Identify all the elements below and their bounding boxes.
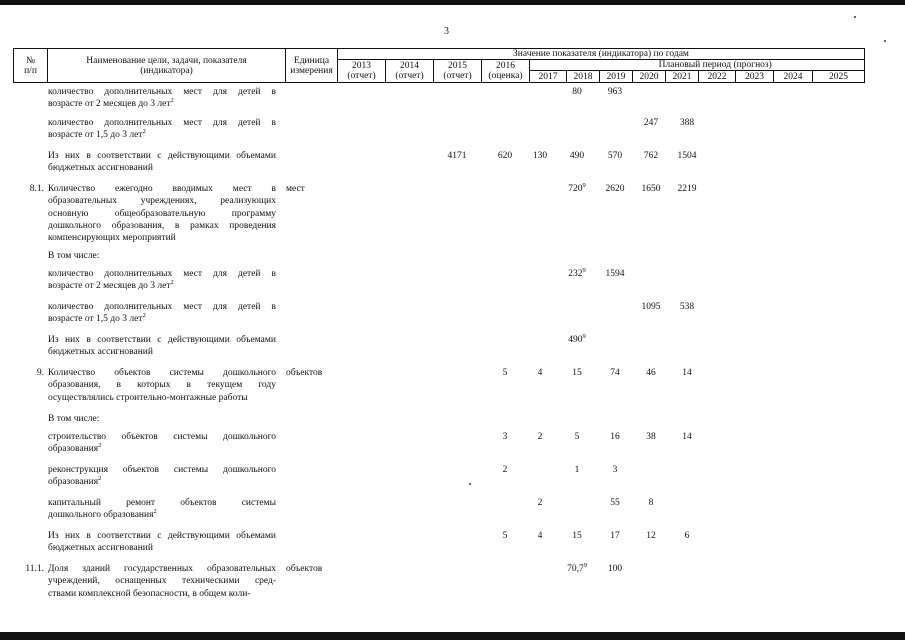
indicator-name [48, 497, 276, 522]
indicator-name-text: Из них в соответствии с действующими объемами [48, 531, 276, 541]
value-text: 1095 [641, 302, 661, 312]
value-text: 2 [537, 498, 543, 508]
value-cell-2021 [671, 117, 703, 129]
indicator-name-line [48, 183, 276, 195]
indicator-name-text: возрасте от 1,5 до 3 лет [48, 130, 143, 141]
indicator-name-line [48, 86, 276, 98]
indicator-name [48, 530, 276, 555]
value-cell-2015 [441, 150, 473, 162]
indicator-name-line [48, 476, 276, 488]
value-cell-2019 [599, 86, 631, 98]
indicator-name-line [48, 413, 276, 425]
indicator-name-text: основную общеобразовательную программу [48, 208, 276, 219]
value-cell-2016 [489, 431, 521, 443]
scan-speck [854, 16, 856, 18]
footnote-mark: 9 [583, 562, 587, 569]
value-text: 16 [610, 432, 620, 442]
value-cell-2018 [561, 530, 593, 542]
indicator-name-line [48, 280, 276, 292]
indicator-name [48, 250, 276, 262]
indicator-name [48, 563, 276, 600]
indicator-name-line [48, 367, 276, 379]
value-cell-2018 [561, 334, 593, 346]
value-cell-2017 [524, 150, 556, 162]
row-number: 11.1. [25, 564, 44, 574]
value-cell-2019 [599, 563, 631, 575]
header-planned-spacer [530, 60, 567, 71]
indicator-name-line [48, 250, 276, 262]
indicator-name-line [48, 301, 276, 313]
indicator-name-text: строительство объектов системы дошкольного [48, 432, 276, 442]
value-text: 14 [682, 368, 692, 378]
value-text: 12 [646, 531, 656, 541]
indicator-name [48, 117, 276, 142]
value-text: 15 [572, 531, 582, 541]
indicator-name [48, 334, 276, 359]
value-text: 46 [646, 368, 656, 378]
indicator-name-line [48, 313, 276, 325]
indicator-name-text: бюджетных ассигнований [48, 347, 153, 358]
indicator-name-line [48, 232, 276, 244]
value-cell-2021 [671, 530, 703, 542]
indicator-name-line [48, 575, 276, 587]
header-year-2021: 2021 [666, 71, 699, 83]
indicator-name-line [48, 195, 276, 207]
indicator-name-line [48, 431, 276, 443]
footnote-mark: 2 [170, 97, 174, 105]
value-text: 1504 [677, 151, 697, 161]
value-cell-2019 [599, 367, 631, 379]
header-year-2018: 2018 [567, 71, 600, 83]
footnote-mark: 9 [582, 267, 586, 274]
header-year-2022: 2022 [699, 71, 736, 83]
page-number: 3 [444, 26, 449, 37]
value-cell-2019 [599, 150, 631, 162]
value-text: 4 [537, 368, 543, 378]
indicator-name-line [48, 530, 276, 542]
indicator-name-text: Доля зданий государственных образовательных [48, 564, 276, 574]
value-text: 620 [497, 151, 513, 161]
value-cell-2018 [561, 150, 593, 162]
value-text: 5 [502, 368, 508, 378]
value-cell-2018 [561, 86, 593, 98]
value-text: 2 [537, 432, 543, 442]
header-year-2016: 2016 (оценка) [482, 60, 530, 83]
value-text: 4171 [447, 151, 467, 161]
indicator-name [48, 150, 276, 175]
indicator-name [48, 413, 276, 425]
value-text: 74 [610, 368, 620, 378]
indicator-name-line [48, 346, 276, 358]
value-cell-2017 [524, 431, 556, 443]
header-planned-period: Плановый период (прогноз) [567, 60, 865, 71]
indicator-name-text: осуществлялись строительно-монтажные работы [48, 392, 248, 403]
indicator-name-line [48, 268, 276, 280]
value-cell-2016 [489, 464, 521, 476]
value-cell-2016 [489, 530, 521, 542]
indicator-name-text: возрасте от 2 месяцев до 3 лет [48, 281, 171, 292]
indicator-name-text: возрасте от 2 месяцев до 3 лет [48, 99, 171, 110]
value-cell-2019 [599, 497, 631, 509]
value-text: 80 [572, 87, 582, 97]
value-cell-2019 [599, 268, 631, 280]
scan-speck [469, 483, 471, 485]
value-text: 762 [643, 151, 659, 161]
indicator-name-line [48, 208, 276, 220]
indicator-name-text: реконструкция объектов системы дошкольного [48, 465, 276, 475]
footnote-mark: 9 [582, 333, 586, 340]
value-text: 538 [679, 302, 695, 312]
unit-of-measure: объектов [286, 368, 323, 378]
indicator-name-line [48, 509, 276, 521]
value-text: 38 [646, 432, 656, 442]
header-year-2023: 2023 [736, 71, 774, 83]
value-text: 15 [572, 368, 582, 378]
footnote-mark: 2 [98, 475, 102, 483]
indicator-name-text: Из них в соответствии с действующими объемами [48, 335, 276, 345]
footnote-mark: 2 [142, 312, 146, 320]
value-text: 1650 [641, 184, 661, 194]
value-cell-2021 [671, 150, 703, 162]
value-text: 2620 [605, 184, 625, 194]
indicator-name-line [48, 334, 276, 346]
value-text: 2 [502, 465, 508, 475]
value-cell-2016 [489, 150, 521, 162]
indicator-name-text: дошкольного образования, в рамках проведения [48, 220, 276, 231]
indicator-name-line [48, 588, 276, 600]
value-cell-2020 [635, 301, 667, 313]
value-text: 3 [502, 432, 508, 442]
indicator-name-text: образования [48, 477, 99, 488]
value-text: 3 [612, 465, 618, 475]
value-text: 70,7 [567, 564, 584, 574]
header-year-2020: 2020 [633, 71, 666, 83]
unit-of-measure: объектов [286, 564, 323, 574]
value-cell-2020 [635, 117, 667, 129]
value-text: 490 [568, 335, 583, 345]
bottom-edge-bar [0, 632, 905, 640]
value-text: 1594 [605, 269, 625, 279]
header-year-2014: 2014 (отчет) [386, 60, 434, 83]
value-cell-2020 [635, 367, 667, 379]
value-text: 388 [679, 118, 695, 128]
indicator-name-text: образования, в которых в текущем году [48, 380, 276, 391]
indicator-name-line [48, 220, 276, 232]
indicator-name-text: капитальный ремонт объектов системы [48, 498, 276, 508]
indicator-name-text: ствами комплексной безопасности, в общем коли- [48, 588, 251, 599]
value-text: 130 [532, 151, 548, 161]
indicator-name-line [48, 379, 276, 391]
footnote-mark: 2 [142, 128, 146, 136]
value-text: 14 [682, 432, 692, 442]
indicator-name-line [48, 497, 276, 509]
indicator-name [48, 268, 276, 293]
value-cell-2017 [524, 497, 556, 509]
indicator-name-text: бюджетных ассигнований [48, 543, 153, 554]
indicator-name [48, 431, 276, 456]
indicator-name-line [48, 150, 276, 162]
indicator-name-text: количество дополнительных мест для детей в [48, 302, 276, 312]
indicator-name-line [48, 443, 276, 455]
value-cell-2018 [561, 183, 593, 195]
indicator-name-line [48, 392, 276, 404]
header-col-unit: Единица измерения [286, 49, 338, 83]
indicator-name-text: Количество объектов системы дошкольного [48, 368, 276, 378]
value-cell-2020 [635, 183, 667, 195]
value-text: 100 [607, 564, 623, 574]
value-cell-2021 [671, 183, 703, 195]
value-cell-2021 [671, 301, 703, 313]
value-text: 1 [574, 465, 580, 475]
footnote-mark: 9 [582, 182, 586, 189]
header-year-2013: 2013 (отчет) [338, 60, 386, 83]
value-cell-2019 [599, 530, 631, 542]
header-year-2025: 2025 [813, 71, 865, 83]
value-cell-2020 [635, 150, 667, 162]
indicator-name-text: количество дополнительных мест для детей в [48, 269, 276, 279]
value-text: 963 [607, 87, 623, 97]
top-edge-bar [0, 0, 905, 5]
indicator-name-line [48, 98, 276, 110]
indicator-name-line [48, 117, 276, 129]
indicator-table-header [13, 48, 865, 83]
value-cell-2020 [635, 530, 667, 542]
value-cell-2018 [561, 367, 593, 379]
value-text: 232 [568, 269, 583, 279]
header-col-number: № п/п [14, 49, 48, 83]
value-cell-2019 [599, 183, 631, 195]
indicator-name-line [48, 542, 276, 554]
indicator-name-text: возрасте от 1,5 до 3 лет [48, 314, 143, 325]
value-text: 17 [610, 531, 620, 541]
value-text: 8 [648, 498, 654, 508]
value-cell-2021 [671, 431, 703, 443]
indicator-name-text: Из них в соответствии с действующими объемами [48, 151, 276, 161]
footnote-mark: 2 [98, 442, 102, 450]
value-text: 4 [537, 531, 543, 541]
value-text: 570 [607, 151, 623, 161]
value-cell-2019 [599, 431, 631, 443]
value-cell-2020 [635, 497, 667, 509]
value-text: 720 [568, 184, 583, 194]
value-cell-2018 [561, 268, 593, 280]
indicator-name-text: количество дополнительных мест для детей в [48, 87, 276, 97]
indicator-name-text: образования [48, 444, 99, 455]
value-cell-2019 [599, 464, 631, 476]
indicator-name-text: бюджетных ассигнований [48, 163, 153, 174]
value-text: 55 [610, 498, 620, 508]
indicator-name [48, 301, 276, 326]
indicator-name [48, 464, 276, 489]
value-cell-2018 [561, 464, 593, 476]
header-values-by-year: Значение показателя (индикатора) по годам [338, 49, 865, 60]
footnote-mark: 2 [153, 508, 157, 516]
footnote-mark: 2 [170, 279, 174, 287]
row-number: 9. [36, 368, 44, 378]
value-text: 247 [643, 118, 659, 128]
value-cell-2018 [561, 563, 593, 575]
value-cell-2016 [489, 367, 521, 379]
indicator-name-line [48, 129, 276, 141]
indicator-name-text: количество дополнительных мест для детей в [48, 118, 276, 128]
header-year-2019: 2019 [600, 71, 633, 83]
header-year-2017: 2017 [530, 71, 567, 83]
indicator-name-text: дошкольного образования [48, 510, 154, 521]
indicator-name-text: компенсирующих мероприятий [48, 233, 176, 244]
value-cell-2017 [524, 367, 556, 379]
indicator-name [48, 367, 276, 404]
value-cell-2017 [524, 530, 556, 542]
indicator-name-text: Количество ежегодно вводимых мест в [48, 184, 276, 194]
header-col-name: Наименование цели, задачи, показателя (индикатора) [48, 49, 286, 83]
row-number: 8.1. [29, 184, 44, 194]
header-year-2024: 2024 [774, 71, 813, 83]
indicator-name-text: учреждений, оснащенных техническими сред- [48, 576, 276, 587]
value-text: 2219 [677, 184, 697, 194]
value-text: 5 [574, 432, 580, 442]
indicator-name-text: В том числе: [48, 251, 100, 261]
indicator-name [48, 86, 276, 111]
value-cell-2018 [561, 431, 593, 443]
unit-of-measure: мест [286, 184, 305, 194]
indicator-name-line [48, 162, 276, 174]
scan-speck [884, 40, 886, 42]
indicator-name-text: В том числе: [48, 414, 100, 424]
indicator-name-line [48, 464, 276, 476]
indicator-name-text: образовательных учреждениях, реализующих [48, 196, 276, 207]
value-text: 6 [684, 531, 690, 541]
value-cell-2021 [671, 367, 703, 379]
indicator-name [48, 183, 276, 244]
value-text: 5 [502, 531, 508, 541]
indicator-name-line [48, 563, 276, 575]
value-text: 490 [569, 151, 585, 161]
header-year-2015: 2015 (отчет) [434, 60, 482, 83]
value-cell-2020 [635, 431, 667, 443]
